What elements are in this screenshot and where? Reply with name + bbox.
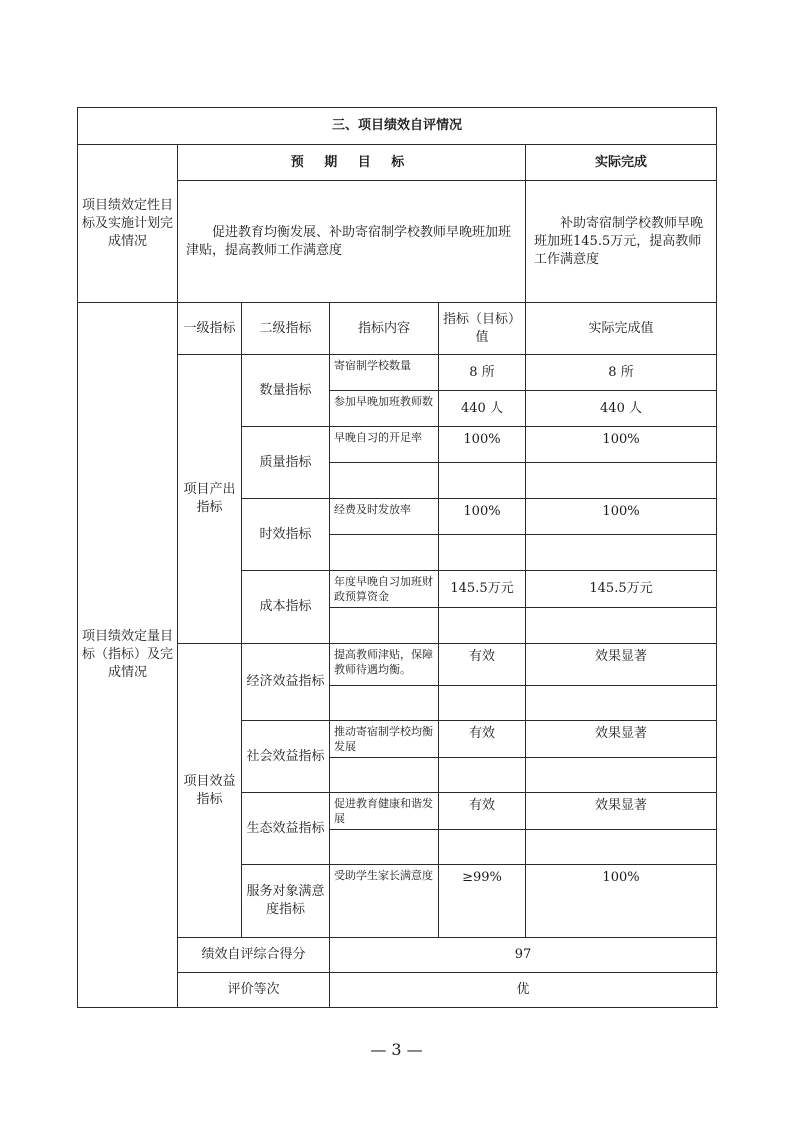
performance-table: [77, 107, 717, 1008]
category-label: 经济效益指标: [242, 644, 330, 721]
target-value: [439, 463, 526, 499]
category-label: 成本指标: [242, 571, 330, 644]
quantitative-header-row: [78, 303, 717, 355]
indicator-content: 早晚自习的开足率: [330, 427, 439, 463]
expected-goal-header: 预 期 目 标: [178, 145, 526, 181]
indicator-content: [330, 608, 439, 644]
category-label: 服务对象满意度指标: [242, 865, 330, 938]
qualitative-header-row: [78, 145, 717, 181]
indicator-content: 年度早晚自习加班财政预算资金: [330, 571, 439, 608]
target-value: [439, 535, 526, 571]
actual-value: 效果显著: [526, 721, 717, 758]
target-value: ≥99%: [439, 865, 526, 938]
indicator-content: [330, 758, 439, 793]
actual-value: [526, 608, 717, 644]
actual-value: [526, 686, 717, 721]
title-row: [78, 108, 717, 145]
actual-completion-text: 补助寄宿制学校教师早晚班加班145.5万元，提高教师工作满意度: [526, 181, 717, 303]
level1-header: 一级指标: [178, 303, 242, 355]
indicator-content: [330, 830, 439, 865]
score-label: 绩效自评综合得分: [178, 938, 330, 973]
actual-value: [526, 463, 717, 499]
target-value: [439, 686, 526, 721]
category-label: 生态效益指标: [242, 793, 330, 865]
level2-header: 二级指标: [242, 303, 330, 355]
indicator-content: 经费及时发放率: [330, 499, 439, 535]
actual-value: [526, 830, 717, 865]
output-indicator-label: 项目产出指标: [178, 355, 242, 644]
actual-value: 145.5万元: [526, 571, 717, 608]
target-value: 有效: [439, 721, 526, 758]
target-value: [439, 758, 526, 793]
grade-value: 优: [330, 973, 717, 1008]
grade-label: 评价等次: [178, 973, 330, 1008]
actual-value: 100%: [526, 427, 717, 463]
indicator-content: 受助学生家长满意度: [330, 865, 439, 938]
expected-goal-text: 促进教育均衡发展、补助寄宿制学校教师早晚班加班津贴，提高教师工作满意度: [178, 181, 526, 303]
indicator-content: 参加早晚加班教师数: [330, 391, 439, 427]
page-number: — 3 —: [370, 1040, 423, 1059]
indicator-content: 促进教育健康和谐发展: [330, 793, 439, 830]
actual-value: 效果显著: [526, 644, 717, 686]
target-value: [439, 608, 526, 644]
target-value: 440 人: [439, 391, 526, 427]
actual-completion-header: 实际完成: [526, 145, 717, 181]
actual-value: 100%: [526, 499, 717, 535]
category-label: 时效指标: [242, 499, 330, 571]
target-value: 有效: [439, 644, 526, 686]
target-value: 145.5万元: [439, 571, 526, 608]
actual-value: [526, 758, 717, 793]
actual-value: 100%: [526, 865, 717, 938]
actual-header: 实际完成值: [526, 303, 717, 355]
indicator-content: [330, 535, 439, 571]
indicator-content: [330, 463, 439, 499]
quantitative-label: 项目绩效定量目标（指标）及完成情况: [78, 303, 178, 1008]
actual-value: 440 人: [526, 391, 717, 427]
benefit-indicator-label: 项目效益指标: [178, 644, 242, 938]
target-value: 有效: [439, 793, 526, 830]
target-value: 100%: [439, 427, 526, 463]
actual-value: 8 所: [526, 355, 717, 391]
target-value: [439, 830, 526, 865]
qualitative-label: 项目绩效定性目标及实施计划完成情况: [78, 145, 178, 303]
actual-value: [526, 535, 717, 571]
score-value: 97: [330, 938, 717, 973]
target-header: 指标（目标）值: [439, 303, 526, 355]
indicator-content: [330, 686, 439, 721]
category-label: 社会效益指标: [242, 721, 330, 793]
table-title: 三、项目绩效自评情况: [78, 108, 717, 145]
category-label: 质量指标: [242, 427, 330, 499]
indicator-content: 寄宿制学校数量: [330, 355, 439, 391]
category-label: 数量指标: [242, 355, 330, 427]
target-value: 8 所: [439, 355, 526, 391]
actual-value: 效果显著: [526, 793, 717, 830]
target-value: 100%: [439, 499, 526, 535]
indicator-content: 提高教师津贴，保障教师待遇均衡。: [330, 644, 439, 686]
content-header: 指标内容: [330, 303, 439, 355]
indicator-content: 推动寄宿制学校均衡发展: [330, 721, 439, 758]
